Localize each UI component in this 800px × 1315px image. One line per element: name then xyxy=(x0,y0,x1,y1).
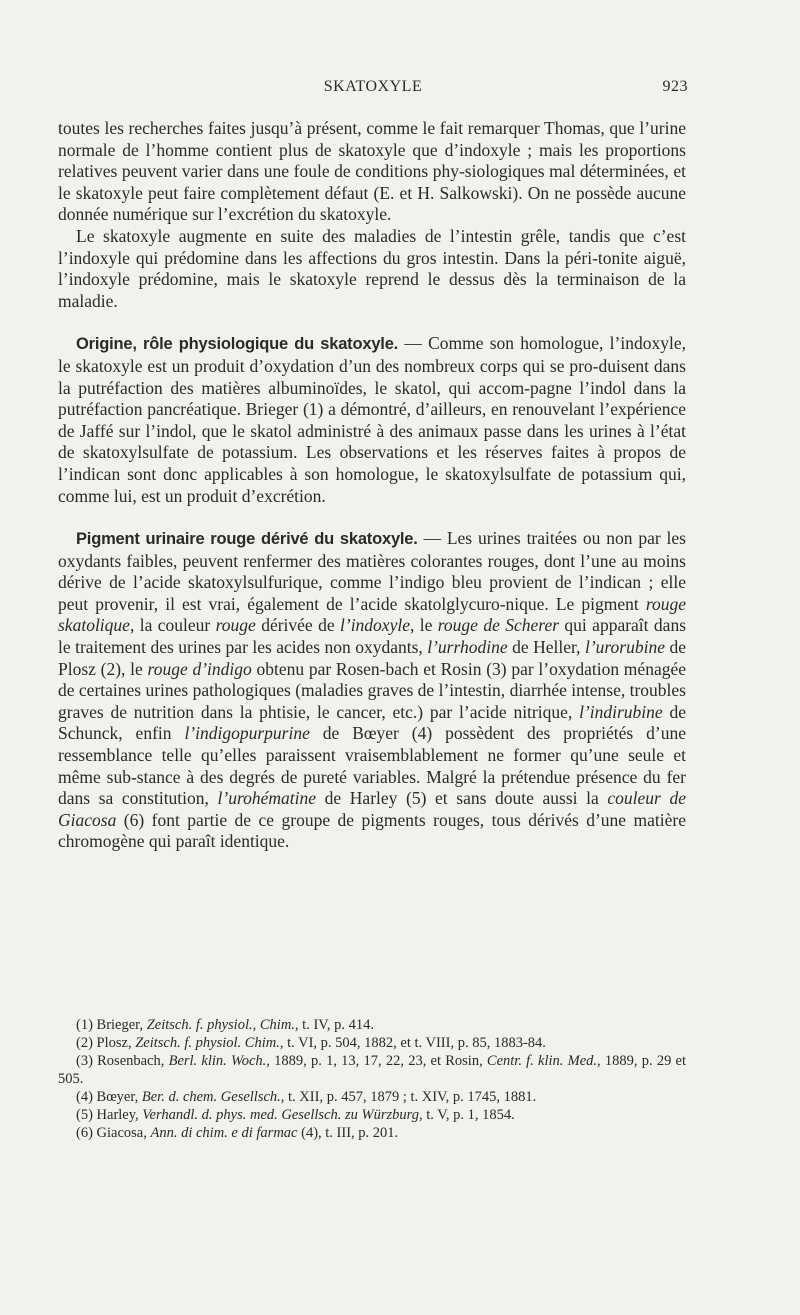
text-run: de Bœyer (4) possèdent des propriétés d’une ressemblance telle qu’elles paraissent vraisemblablement ne former qu’une seule et même sub-stance à des degrés de pureté variables. Malgré la prétendue présence du fer dans sa constitution, xyxy=(58,723,686,809)
italic-term: rouge d’indigo xyxy=(147,658,252,679)
italic-term: l’indoxyle xyxy=(340,615,410,636)
footnote-ref: , t. IV, p. 414. xyxy=(294,1017,375,1033)
text-run: (6) font partie de ce groupe de pigments rouges, tous dérivés d’une matière chromogène qui paraît identique. xyxy=(58,809,686,852)
text-run: , la couleur xyxy=(129,615,216,636)
footnote-journal: Centr. f. klin. Med. xyxy=(486,1053,598,1069)
footnote-author: (6) Giacosa, xyxy=(76,1125,151,1141)
italic-term: l’urorubine xyxy=(584,637,665,658)
italic-term: couleur de Giacosa xyxy=(58,788,686,830)
paragraph-intestine: Le skatoxyle augmente en suite des maladies de l’intestin grêle, tandis que c’est l’indoxyle qui prédomine dans les affections du gros intestin. Dans la péri-tonite aiguë, l’indoxyle prédomine, mais le skatoxyle reprend le dessus dès la terminaison de la maladie. xyxy=(58,225,686,311)
footnote-4 xyxy=(58,1088,686,1106)
footnote-5 xyxy=(58,1106,686,1124)
footnote-ref: , t. VI, p. 504, 1882, et t. VIII, p. 85, 1883-84. xyxy=(279,1035,546,1051)
body-text xyxy=(58,118,686,853)
text-run: qui apparaît dans le traitement des urines par les acides non oxydants, xyxy=(58,615,687,658)
footnote-author: (1) Brieger, xyxy=(76,1017,147,1033)
footnote-journal: Ann. di chim. e di farmac xyxy=(150,1125,298,1141)
text-run: dérivée de xyxy=(255,615,340,636)
footnote-ref: (4), t. III, p. 201. xyxy=(297,1125,399,1141)
page-number: 923 xyxy=(662,78,688,95)
text-run: de Harley (5) et sans doute aussi la xyxy=(316,788,608,809)
italic-term: l’indirubine xyxy=(579,701,663,722)
footnote-3 xyxy=(58,1052,686,1088)
italic-term: rouge de Scherer xyxy=(437,615,560,636)
section-title-origine: Origine, rôle physiologique du skatoxyle. xyxy=(76,335,399,354)
footnote-journal: Ber. d. chem. Gesellsch. xyxy=(141,1089,281,1105)
text-run: , le xyxy=(409,615,438,636)
italic-term: l’urohématine xyxy=(217,788,317,809)
section-pigment xyxy=(58,528,686,853)
paragraph-continuation: toutes les recherches faites jusqu’à présent, comme le fait remarquer Thomas, que l’urine normale de l’homme contient plus de skatoxyle que d’indoxyle ; mais les proportions relatives peuvent varier dans une foule de conditions phy-siologiques mal déterminées, et le skatoxyle peut faire complètement défaut (E. et H. Salkowski). On ne possède aucune donnée numérique sur l’excrétion du skatoxyle. xyxy=(58,118,686,225)
footnote-journal: Zeitsch. f. physiol., Chim. xyxy=(146,1017,295,1033)
section-text-origine: — Comme son homologue, l’indoxyle, le skatoxyle est un produit d’oxydation d’un des nombreux corps qui se pro-duisent dans la putréfaction des matières albuminoïdes, le skatol, qui accom-pagne l’indol dans la putréfaction pancréatique. Brieger (1) a démontré, d’ailleurs, en renouvelant l’expérience de Jaffé sur l’indol, que le skatol administré à des animaux passe dans les urines à l’état de skatoxylsulfate de potassium. Les observations et les réserves faites à propos de l’indican sont donc applicables à son homologue, le skatoxylsulfate de potassium qui, comme lui, est un produit d’excrétion. xyxy=(58,333,686,506)
footnote-ref: , 1889, p. 1, 13, 17, 22, 23, et Rosin, xyxy=(266,1053,487,1069)
italic-term: l’indigopurpurine xyxy=(184,723,310,744)
footnote-journal: Verhandl. d. phys. med. Gesellsch. zu Würzburg xyxy=(142,1107,419,1123)
footnote-journal: Zeitsch. f. physiol. Chim. xyxy=(135,1035,280,1051)
footnote-author: (5) Harley, xyxy=(76,1107,143,1123)
page-header xyxy=(58,78,688,102)
text-run: de Plosz (2), le xyxy=(58,637,686,679)
footnote-author: (4) Bœyer, xyxy=(76,1089,142,1105)
italic-term: rouge xyxy=(215,615,256,636)
footnote-2 xyxy=(58,1034,686,1052)
footnotes xyxy=(58,1016,686,1142)
running-title: SKATOXYLE xyxy=(323,78,423,95)
section-title-pigment: Pigment urinaire rouge dérivé du skatoxyle. xyxy=(76,530,418,549)
footnote-ref: , t. V, p. 1, 1854. xyxy=(419,1107,515,1123)
text-run: — Les urines traitées ou non par les oxydants faibles, peuvent renfermer des matières colorantes rouges, dont l’une au moins dérive de l’acide skatoxylsulfurique, comme l’indigo bleu provient de l’indican ; elle peut provenir, il est vrai, également de l’acide skatolglycuro-nique. Le pigment xyxy=(58,528,686,614)
section-origine xyxy=(58,333,686,507)
footnote-ref: , t. XII, p. 457, 1879 ; t. XIV, p. 1745, 1881. xyxy=(280,1089,537,1105)
footnote-ref: , 1889, p. 29 et 505. xyxy=(58,1053,687,1087)
italic-term: rouge skatolique xyxy=(58,593,686,636)
text-run: de Heller, xyxy=(507,637,585,658)
footnote-6 xyxy=(58,1124,686,1142)
footnote-journal: Berl. klin. Woch. xyxy=(168,1053,267,1069)
footnote-1 xyxy=(58,1016,686,1034)
footnote-author: (2) Plosz, xyxy=(76,1035,136,1051)
italic-term: l’urrhodine xyxy=(427,637,508,658)
text-run: de Schunck, enfin xyxy=(58,701,686,744)
footnote-author: (3) Rosenbach, xyxy=(76,1053,169,1069)
text-run: obtenu par Rosen-bach et Rosin (3) par l’oxydation ménagée de certaines urines pathologiques (maladies graves de l’intestin, diarrhée intense, troubles graves de nutrition dans la phtisie, le cancer, etc.) par l’acide nitrique, xyxy=(58,658,686,722)
